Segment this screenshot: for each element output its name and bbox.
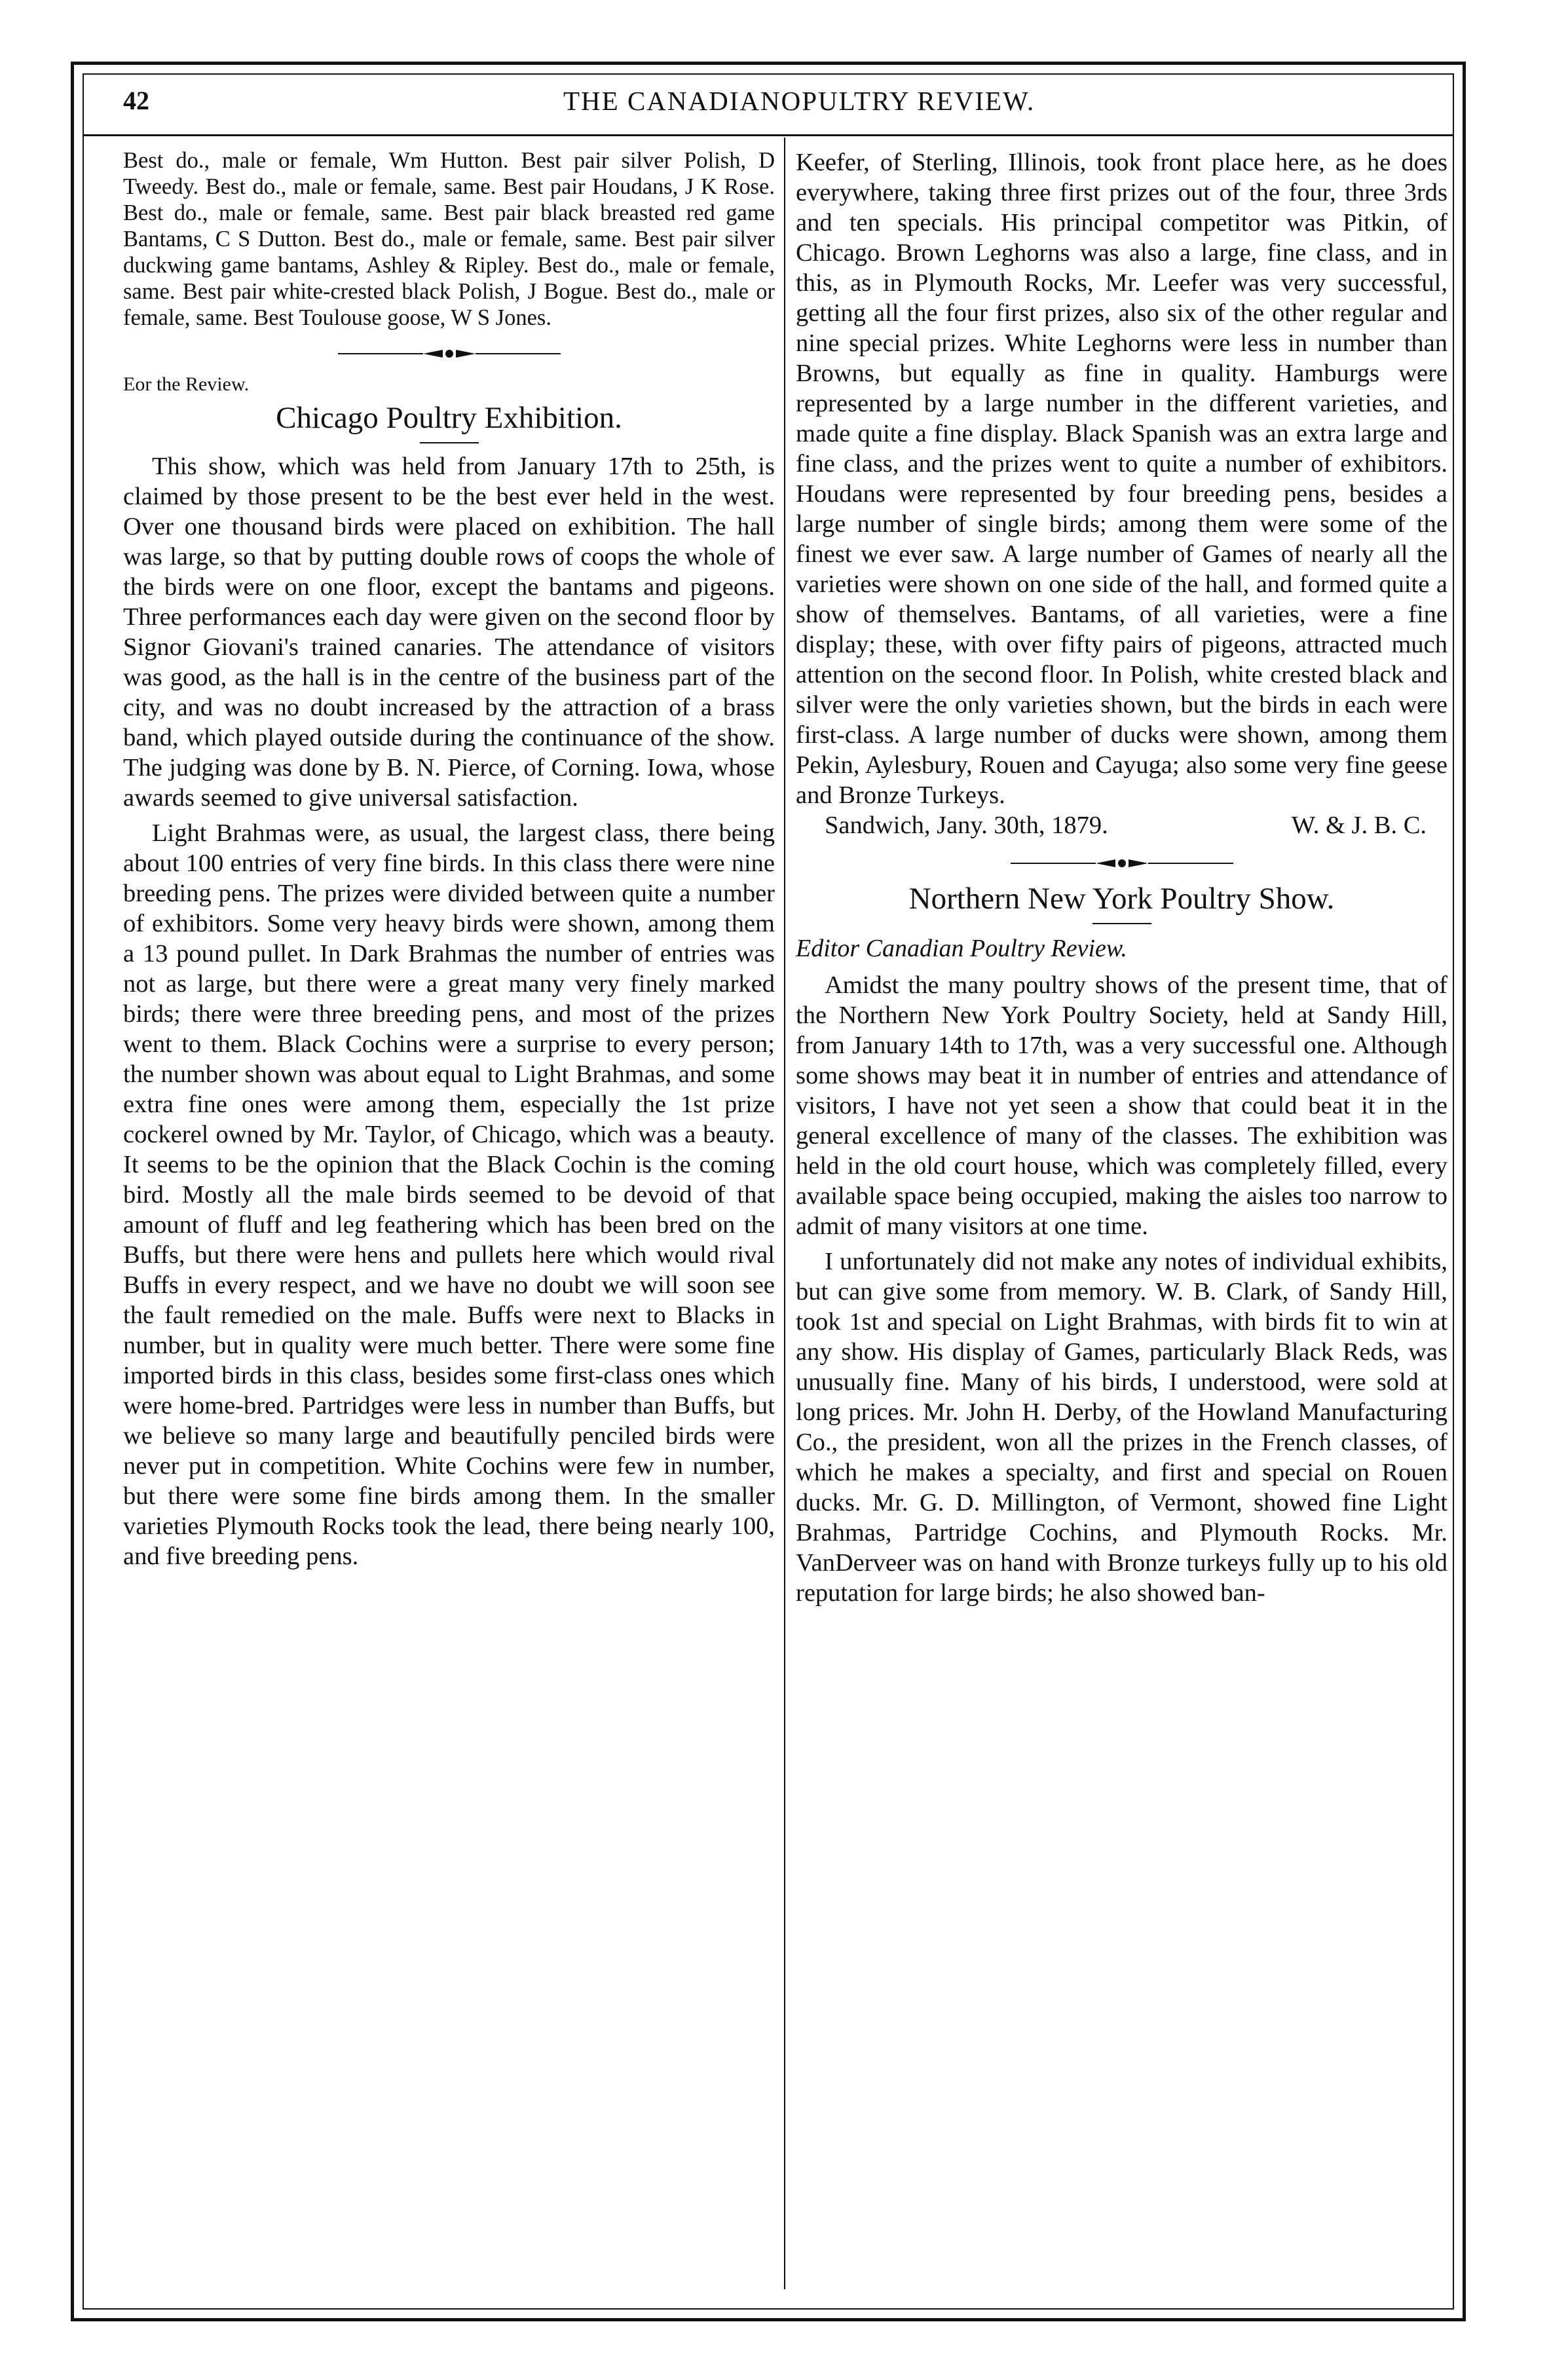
right-column <box>796 147 1447 1608</box>
article-continuation: Keefer, of Sterling, Illinois, took front place here, as he does everywhere, taking three first prizes out of the four, three 3rds and ten specials. His principal competitor was Pitkin, of Chicago. Brown Leghorns was also a large, fine class, and in this, as in Plymouth Rocks, Mr. Leefer was very successful, getting all the four first prizes, also six of the other regular and nine special prizes. White Leghorns were less in number than Browns, but equally as fine in quality. Hamburgs were represented by a large number in the different varieties, and made quite a fine display. Black Spanish was an extra large and fine class, and the prizes went to quite a number of exhibitors. Houdans were represented by four breeding pens, besides a large number of single birds; among them were some of the finest we ever saw. A large number of Games of nearly all the varieties were shown on one side of the hall, and formed quite a show of themselves. Bantams, of all varieties, were a fine display; these, with over fifty pairs of pigeons, attracted much attention on the second floor. In Polish, white crested black and silver were the only varieties shown, but the birds in each were first-class. A large number of ducks were shown, among them Pekin, Aylesbury, Rouen and Cayuga; also some very fine geese and Bronze Turkeys. <box>796 149 1447 809</box>
prize-list-paragraph: Best do., male or female, Wm Hutton. Best pair silver Polish, D Tweedy. Best do., male or female, same. Best pair Houdans, J K Rose. Best do., male or female, same. Best pair black breasted red game Bantams, C S Dutton. Best do., male or female, same. Best pair silver duckwing game bantams, Ashley & Ripley. Best do., male or female, same. Best pair white-crested black Polish, J Bogue. Best do., male or female, same. Best Toulouse goose, W S Jones. <box>123 148 775 330</box>
section-ornament <box>1011 855 1233 872</box>
article-paragraph: Light Brahmas were, as usual, the largest class, there being about 100 entries of very fine birds. In this class there were nine breeding pens. The prizes were divided between quite a number of exhibitors. Some very heavy birds were shown, among them a 13 pound pullet. In Dark Brahmas the number of entries was not as large, but there were a great many very finely marked birds; there were three breeding pens, and most of the prizes went to them. Black Cochins were a surprise to every person; the number shown was about equal to Light Brahmas, and some extra fine ones were among them, especially the 1st prize cockerel owned by Mr. Taylor, of Chicago, which was a beauty. It seems to be the opinion that the Black Cochin is the coming bird. Mostly all the male birds seemed to be devoid of that amount of fluff and leg feathering which has been bred on the Buffs, but there were hens and pullets here which would rival Buffs in every respect, and we have no doubt we will soon see the fault remedied on the male. Buffs were next to Blacks in number, but in quality were much better. There were some fine imported birds in this class, besides some first-class ones which were home-bred. Partridges were less in number than Buffs, but we believe so many large and beautifully penciled birds were never put in competition. White Cochins were few in number, but there were some fine birds among them. In the smaller varieties Plymouth Rocks took the lead, there being nearly 100, and five breeding pens. <box>123 819 775 1570</box>
byline: Eor the Review. <box>123 373 250 395</box>
running-head-title: THE CANADIANOPULTRY REVIEW. <box>563 86 1036 116</box>
article-signature <box>796 810 1447 840</box>
article-paragraph: Amidst the many poultry shows of the present time, that of the Northern New York Poultry Society, held at Sandy Hill, from January 14th to 17th, was a very successful one. Although some shows may beat it in number of entries and attendance of visitors, I have not yet seen a show that could beat it in the general excellence of many of the classes. The exhibition was held in the old court house, which was completely filled, every available space being occupied, making the aisles too narrow to admit of many visitors at one time. <box>796 971 1447 1240</box>
column-divider <box>784 138 785 2289</box>
article-paragraph: I unfortunately did not make any notes of individual exhibits, but can give some from memory. W. B. Clark, of Sandy Hill, took 1st and special on Light Brahmas, with birds fit to win at any show. His display of Games, particularly Black Reds, was unusually fine. Many of his birds, I understood, were sold at long prices. Mr. John H. Derby, of the Howland Manufacturing Co., the president, won all the prizes in the French classes, of which he makes a specialty, and first and special on Rouen ducks. Mr. G. D. Millington, of Vermont, showed fine Light Brahmas, Partridge Cochins, and Plymouth Rocks. Mr. VanDerveer was on hand with Bronze turkeys fully up to his old reputation for large birds; he also showed ban- <box>796 1248 1447 1607</box>
article-heading-chicago: Chicago Poultry Exhibition. <box>276 401 622 435</box>
section-ornament <box>338 345 561 362</box>
heading-rule <box>1092 923 1151 924</box>
signature-initials: W. & J. B. C. <box>1291 812 1427 839</box>
page-number: 42 <box>123 86 149 115</box>
header-rule <box>84 134 1453 136</box>
editor-salutation: Editor Canadian Poultry Review. <box>796 935 1127 962</box>
left-column <box>123 147 775 1571</box>
heading-rule <box>420 442 479 443</box>
article-heading-northern-new-york: Northern New York Poultry Show. <box>908 882 1335 916</box>
signature-place-date: Sandwich, Jany. 30th, 1879. <box>825 812 1108 839</box>
article-paragraph: This show, which was held from January 17th to 25th, is claimed by those present to be the best ever held in the west. Over one thousand birds were placed on exhibition. The hall was large, so that by putting double rows of coops the whole of the birds were on one floor, except the bantams and pigeons. Three performances each day were given on the second floor by Signor Giovani's trained canaries. The attendance of visitors was good, as the hall is in the centre of the business part of the city, and was no doubt increased by the attraction of a brass band, which played outside during the continuance of the show. The judging was done by B. N. Pierce, of Corning. Iowa, whose awards seemed to give universal satisfaction. <box>123 453 775 812</box>
